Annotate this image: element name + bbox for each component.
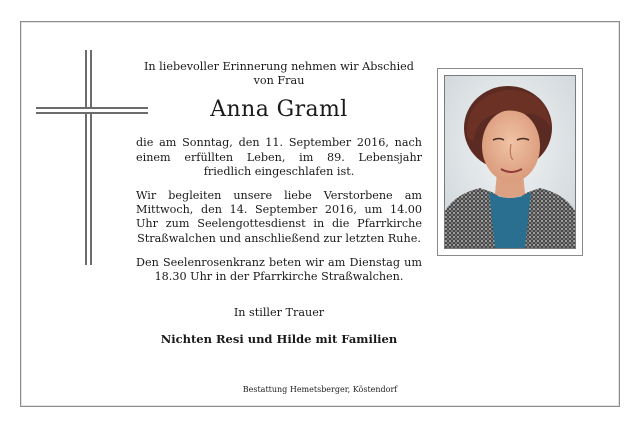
deceased-name: Anna Graml — [210, 97, 348, 123]
closing-phrase: In stiller Trauer — [233, 306, 325, 320]
portrait-frame — [437, 68, 583, 256]
cross-icon — [36, 50, 148, 266]
funeral-details: Wir begleiten unsere liebe Verstorbene am Mittwoch, den 14. September 2016, um 14.00 Uhr zum Seelengottesdienst in die Pfarrkirche Straßwalchen und anschließend zur letzten Ruhe. — [136, 189, 422, 245]
portrait-photo — [444, 75, 576, 249]
intro-text: In liebevoller Erinnerung nehmen wir Abschied von Frau — [144, 60, 414, 88]
notice-text — [136, 60, 422, 347]
death-announcement: die am Sonntag, den 11. September 2016, nach einem erfüllten Leben, im 89. Lebensjahr friedlich eingeschlafen ist. — [136, 136, 422, 178]
rosary-details: Den Seelenrosenkranz beten wir am Dienstag um 18.30 Uhr in der Pfarrkirche Straßwalchen. — [136, 255, 422, 284]
cross-horizontal-beam — [36, 107, 148, 114]
undertaker-credit: Bestattung Hemetsberger, Köstendorf — [242, 385, 398, 394]
cross-vertical-beam — [85, 50, 92, 265]
mourners: Nichten Resi und Hilde mit Familien — [160, 332, 398, 347]
